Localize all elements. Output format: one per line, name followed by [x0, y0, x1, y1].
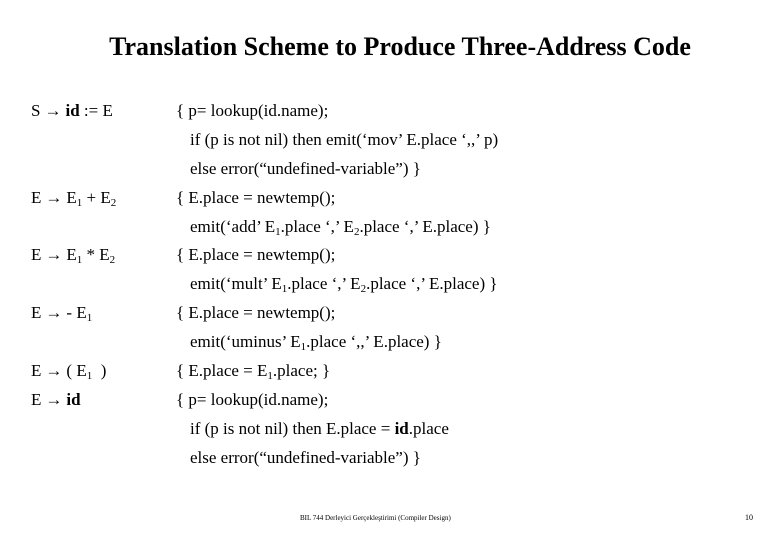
production-lhs: E — [31, 245, 42, 265]
operator: + — [86, 187, 97, 207]
production-e-plus: $E \to E_1 + E_2$ — [31, 184, 181, 213]
action-line: { E.place = $E_1.place$; } — [176, 361, 331, 383]
id-token: id — [65, 101, 80, 120]
production-lhs: S — [31, 101, 41, 120]
production-lhs: E — [31, 303, 42, 323]
production-e-mult: $E \to E_1 * E_2$ — [31, 241, 181, 270]
operator: - — [66, 303, 73, 323]
production-lhs: E — [31, 187, 42, 207]
arrow-icon: → — [44, 101, 62, 120]
footer-text: BIL 744 Derleyici Gerçekleştirimi (Compiler Design) — [300, 514, 451, 522]
action-line: { E.place = newtemp(); — [176, 187, 336, 207]
arrow-icon: → — [45, 187, 63, 207]
arrow-icon: → — [45, 361, 63, 381]
production-lhs: E — [31, 361, 42, 381]
action-line: if (p is not nil) then E.place = id.place — [190, 418, 449, 438]
operator: * — [86, 245, 96, 265]
action-line: emit(‘add’ $E_1.place$ ‘,’ $E_2.place$ ‘,’ E.place) } — [190, 216, 491, 238]
action-line: else error(“undefined-variable”) } — [190, 447, 421, 467]
action-line: { E.place = newtemp(); — [176, 245, 336, 265]
production-rhs: := E — [83, 101, 113, 120]
id-token: id — [66, 389, 81, 409]
action-line: { E.place = newtemp(); — [176, 303, 336, 323]
action-line: emit(‘mult’ $E_1.place$ ‘,’ $E_2.place$ ‘,’ E.place) } — [190, 274, 498, 296]
production-e-id — [31, 386, 181, 415]
production-s-assign — [31, 97, 181, 126]
page-number: 10 — [745, 513, 753, 522]
production-e-uminus: E → - $E_1$ — [31, 299, 181, 328]
action-line: else error(“undefined-variable”) } — [190, 158, 421, 178]
production-e-paren: E → ( $E_1$ ) — [31, 357, 181, 386]
productions-column — [31, 97, 181, 415]
arrow-icon: → — [45, 303, 63, 323]
id-token: id — [394, 418, 409, 438]
slide-title: Translation Scheme to Produce Three-Address Code — [109, 32, 691, 61]
action-line: { p= lookup(id.name); — [176, 389, 329, 409]
arrow-icon: → — [45, 389, 63, 409]
actions-column — [176, 97, 776, 473]
action-line: { p= lookup(id.name); — [176, 101, 329, 120]
arrow-icon: → — [45, 245, 63, 265]
production-lhs: E — [31, 389, 42, 409]
action-line: if (p is not nil) then emit(‘mov’ E.place ‘,,’ p) — [190, 129, 499, 149]
action-line: emit(‘uminus’ $E_1.place$ ‘,,’ E.place) } — [190, 332, 442, 354]
